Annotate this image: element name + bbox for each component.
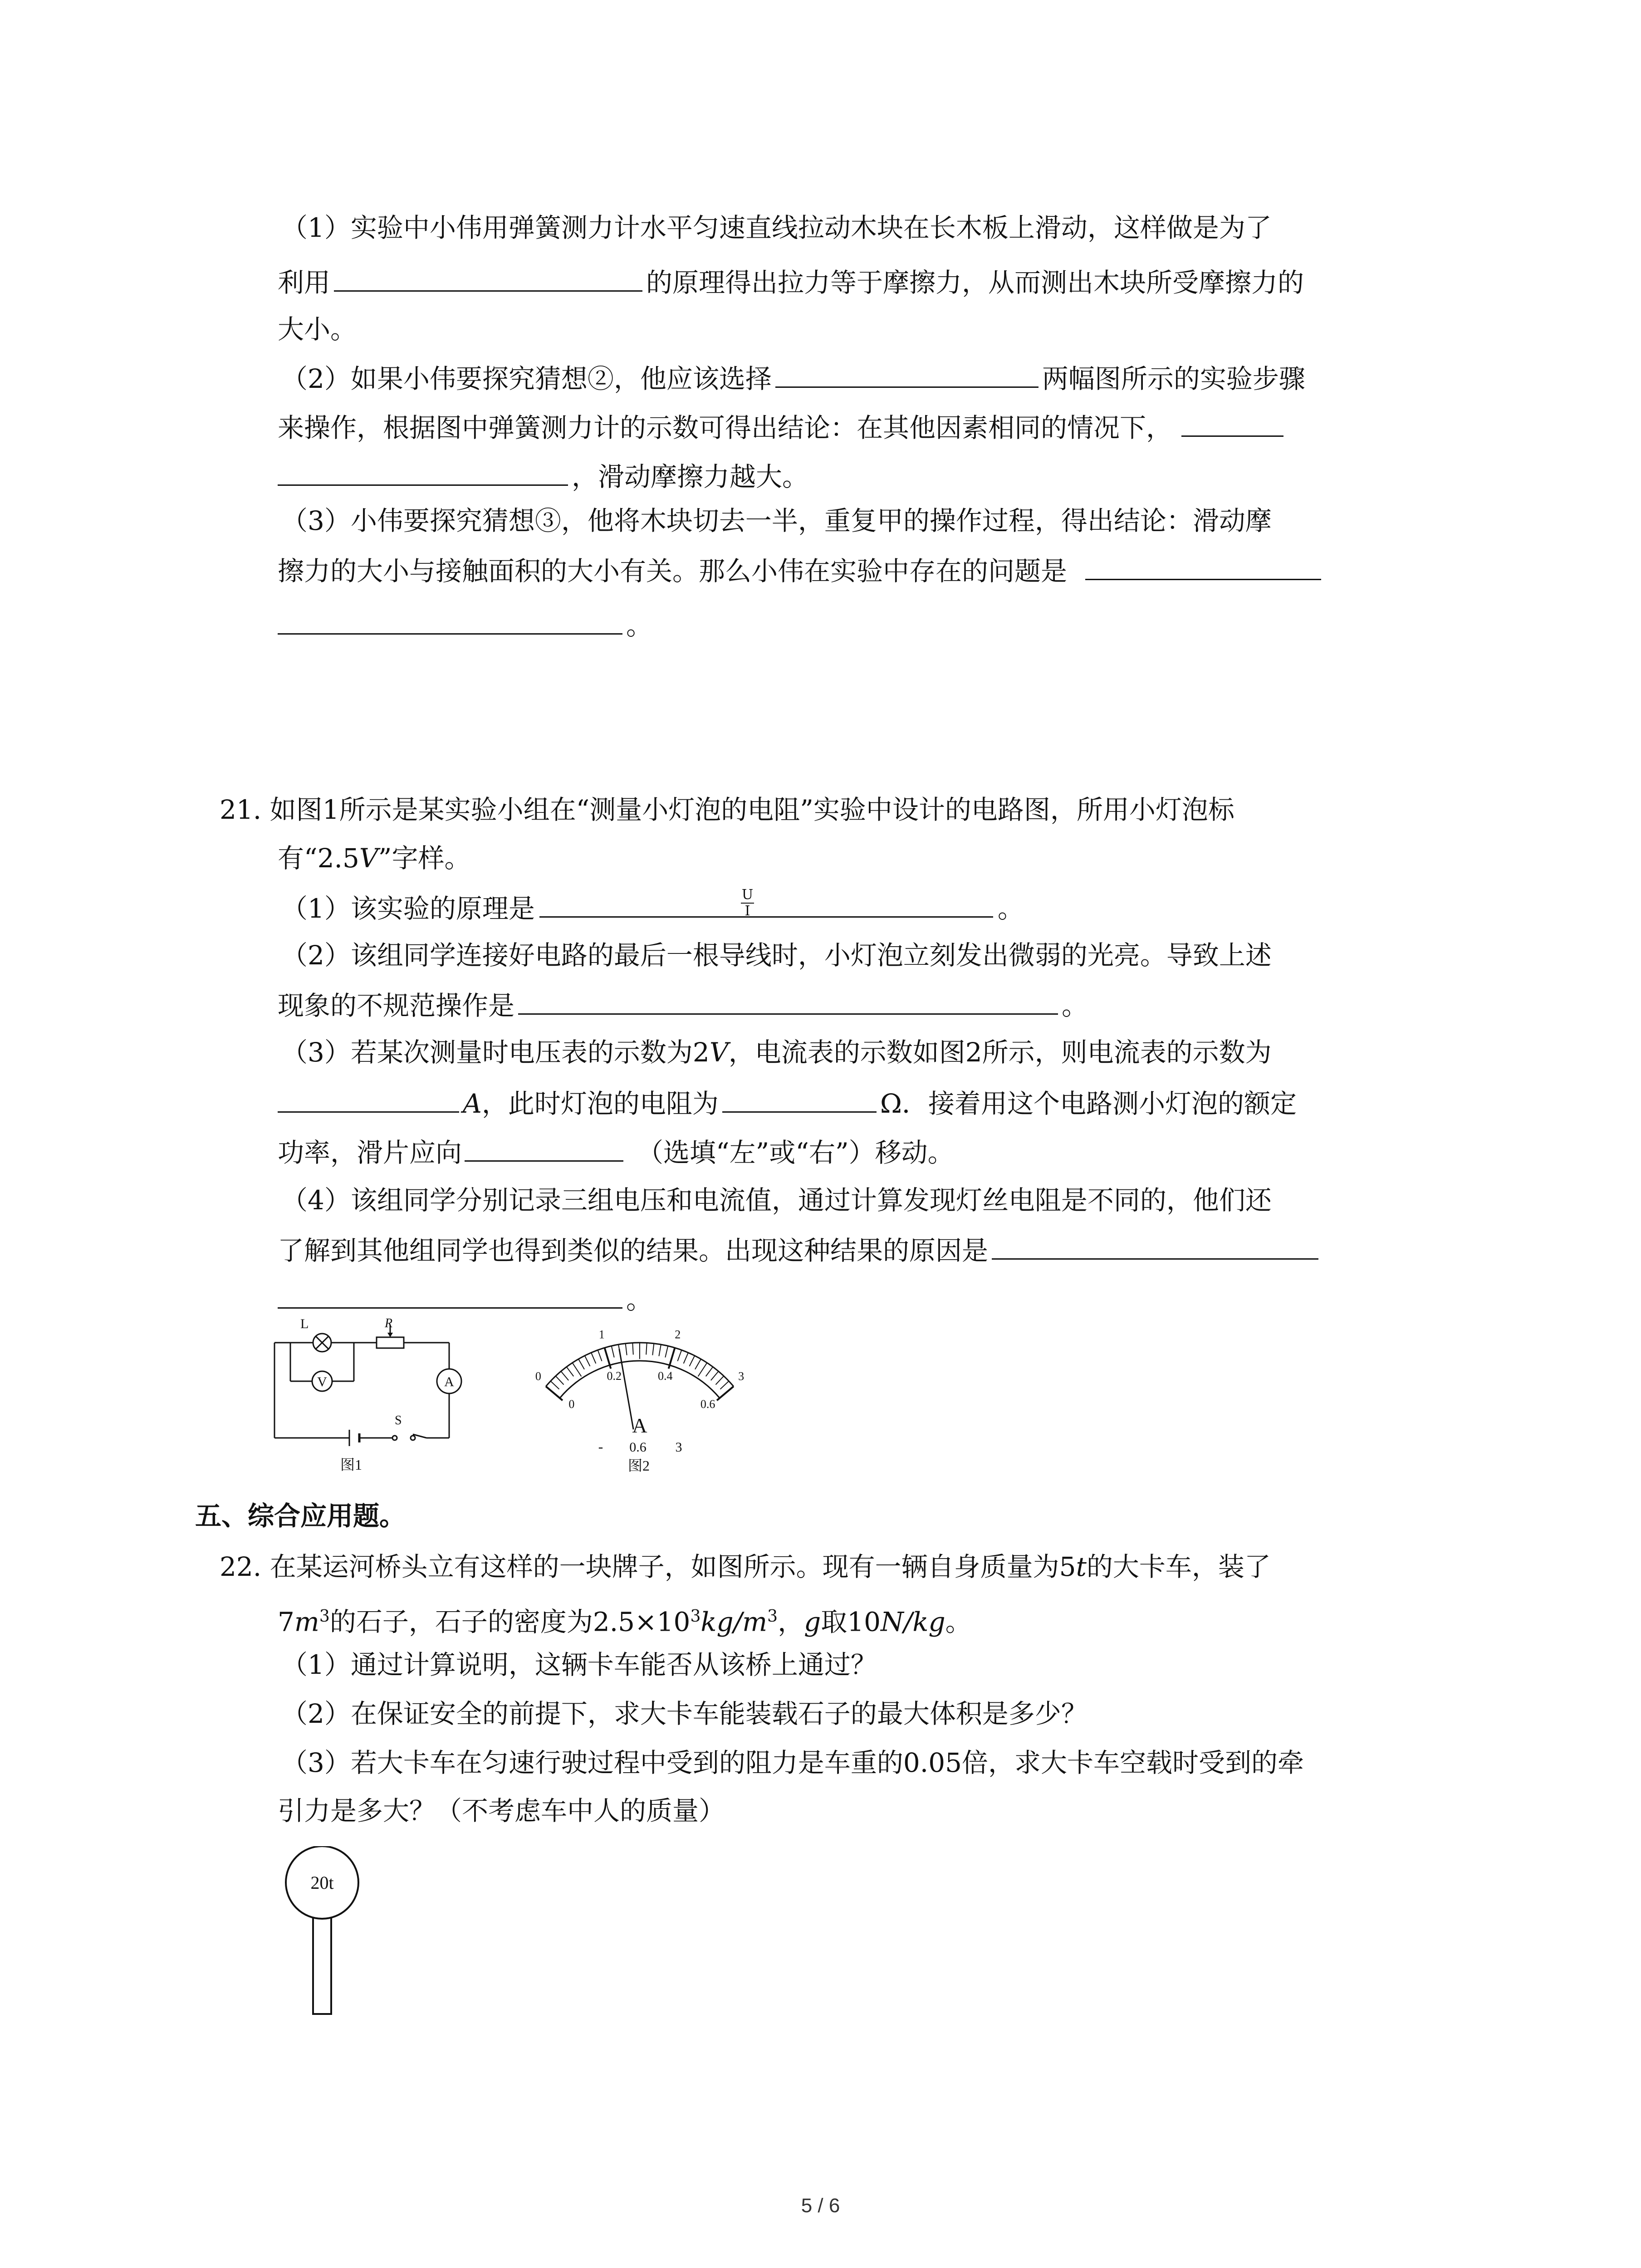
terminal-3: 3 [675,1440,682,1455]
weight-limit-sign-figure [272,1846,372,2019]
q20-part3-line1: （3）小伟要探究猜想③，他将木块切去一半，重复甲的操作过程，得出结论：滑动摩 [281,505,1272,536]
dial-tick [591,1353,596,1364]
dial-tick [561,1371,568,1380]
q20-part3-line3: 。 [278,606,652,644]
q21-part4-line3: 。 [278,1280,652,1318]
dial-tick [698,1363,707,1376]
dial-tick [711,1371,719,1380]
section-heading: 五、综合应用题。 [195,1501,406,1531]
r-equals-u-over-i-fraction: $\frac{U}{I}$ [741,887,754,919]
q21-part2-line1: （2）该组同学连接好电路的最后一根导线时，小灯泡立刻发出微弱的光亮。导致上述 [281,940,1272,971]
dial-bottom-scale-label: 0.2 [607,1369,622,1383]
q22-part3-line1: （3）若大卡车在匀速行驶过程中受到的阻力是车重的0.05倍，求大卡车空载时受到的牵 [281,1747,1304,1778]
answer-blank[interactable] [539,889,993,918]
dial-bottom-scale-label: 0.4 [657,1369,673,1383]
ammeter-dial-figure [517,1315,771,1488]
q21-stem-line2: 有“2.5V”字样。 [278,843,471,874]
lamp-icon [313,1334,331,1352]
figure2-caption: 图2 [627,1457,650,1474]
terminal-0.6: 0.6 [629,1440,647,1455]
q21-part3-line3: 功率，滑片应向 （选填“左”或“右”）移动。 [278,1133,954,1171]
answer-blank[interactable] [1085,552,1321,580]
lamp-label: L [300,1316,309,1331]
dial-tick [612,1346,614,1357]
answer-blank[interactable] [334,263,642,292]
sign-pole [313,1913,331,2014]
battery-icon [349,1430,359,1446]
dial-tick [659,1344,661,1356]
q20-part2-line3: ，滑动摩擦力越大。 [278,457,808,495]
q21-part1: （1）该实验的原理是 $\frac{U}{I}$ 。 [281,887,1024,924]
q21-stem-line1: 21. 如图1所示是某实验小组在“测量小灯泡的电阻”实验中设计的电路图，所用小灯泡标 [220,794,1234,825]
ammeter-label: A [444,1374,454,1389]
dial-top-scale-label: 3 [738,1369,745,1383]
dial-tick [695,1359,701,1369]
dial-tick [715,1376,724,1385]
q21-part4-line2: 了解到其他组同学也得到类似的结果。出现这种结果的原因是 [278,1231,1318,1269]
ammeter-icon [437,1369,461,1393]
dial-top-scale-label: 1 [598,1328,605,1341]
q21-part3-line2: A，此时灯泡的电阻为 Ω．接着用这个电路测小灯泡的额定 [278,1084,1297,1122]
dial-tick [567,1367,574,1376]
answer-blank[interactable] [465,1133,623,1162]
terminal-negative: - [598,1438,603,1455]
answer-blank[interactable] [722,1084,877,1113]
q22-part3-line2: 引力是多大？（不考虑车中人的质量） [278,1795,725,1826]
q20-part1-line3: 大小。 [278,314,357,345]
dial-tick [632,1343,633,1354]
q22-part1: （1）通过计算说明，这辆卡车能否从该桥上通过？ [281,1649,877,1680]
dial-tick [598,1350,602,1361]
dial-tick [717,1386,734,1400]
page-number: 5 / 6 [801,2195,840,2217]
dial-tick [626,1344,627,1355]
q21-part4-line1: （4）该组同学分别记录三组电压和电流值，通过计算发现灯丝电阻是不同的，他们还 [281,1185,1272,1216]
rheostat-label: R [385,1316,393,1330]
q20-part3-line2: 擦力的大小与接触面积的大小有关。那么小伟在实验中存在的问题是 [278,552,1321,589]
answer-blank[interactable] [1181,408,1283,437]
dial-tick [551,1381,559,1389]
answer-blank[interactable] [278,1084,459,1113]
dial-top-scale-label: 0 [535,1369,541,1383]
dial-bottom-scale-label: 0 [568,1398,575,1411]
q20-part2-line1: （2）如果小伟要探究猜想②，他应该选择 两幅图所示的实验步骤 [281,359,1305,397]
switch-icon [392,1436,415,1440]
dial-tick [677,1350,681,1361]
q21-part3-line1: （3）若某次测量时电压表的示数为2V，电流表的示数如图2所示，则电流表的示数为 [281,1037,1272,1068]
dial-tick [684,1353,688,1364]
sign-weight-text: 20t [310,1872,334,1893]
q20-part1-line1: （1）实验中小伟用弹簧测力计水平匀速直线拉动木块在长木板上滑动，这样做是为了 [281,212,1272,243]
voltmeter-icon [312,1371,332,1391]
dial-tick [720,1381,729,1389]
dial-bottom-scale-label: 0.6 [700,1398,715,1411]
voltmeter-label: V [317,1374,327,1389]
q20-part2-line2: 来操作，根据图中弹簧测力计的示数可得出结论：在其他因素相同的情况下， [278,408,1283,446]
dial-tick [646,1343,647,1354]
dial-tick [585,1356,590,1366]
figure1-caption: 图1 [340,1457,362,1473]
answer-blank[interactable] [278,1280,622,1309]
answer-blank[interactable] [278,606,622,635]
q22-part2: （2）在保证安全的前提下，求大卡车能装载石子的最大体积是多少？ [281,1698,1087,1729]
answer-blank[interactable] [278,457,568,486]
q22-stem-line1: 22. 在某运河桥头立有这样的一块牌子，如图所示。现有一辆自身质量为5t的大卡车，装了 [220,1551,1271,1582]
q20-part1-line2: 利用 的原理得出拉力等于摩擦力，从而测出木块所受摩擦力的 [278,263,1304,301]
dial-tick [652,1344,654,1355]
answer-blank[interactable] [992,1231,1318,1260]
dial-tick [706,1367,713,1376]
q22-stem-line2: $7m^3$的石子，石子的密度为$2.5\times 10^3kg/m^3$，g取10N/kg。 [278,1606,972,1637]
dial-inner-arc [560,1361,720,1398]
switch-label: S [395,1413,402,1427]
dial-tick [690,1356,695,1366]
dial-top-scale-label: 2 [675,1328,681,1341]
dial-tick [573,1363,582,1376]
dial-tick [578,1359,584,1369]
q21-part2-line2: 现象的不规范操作是 。 [278,986,1088,1024]
answer-blank[interactable] [518,986,1058,1015]
answer-blank[interactable] [775,359,1038,388]
dial-unit-label: A [632,1414,647,1437]
dial-tick [556,1376,564,1385]
dial-tick [665,1346,668,1357]
circuit-diagram-figure [263,1315,508,1488]
dial-tick [546,1386,563,1400]
